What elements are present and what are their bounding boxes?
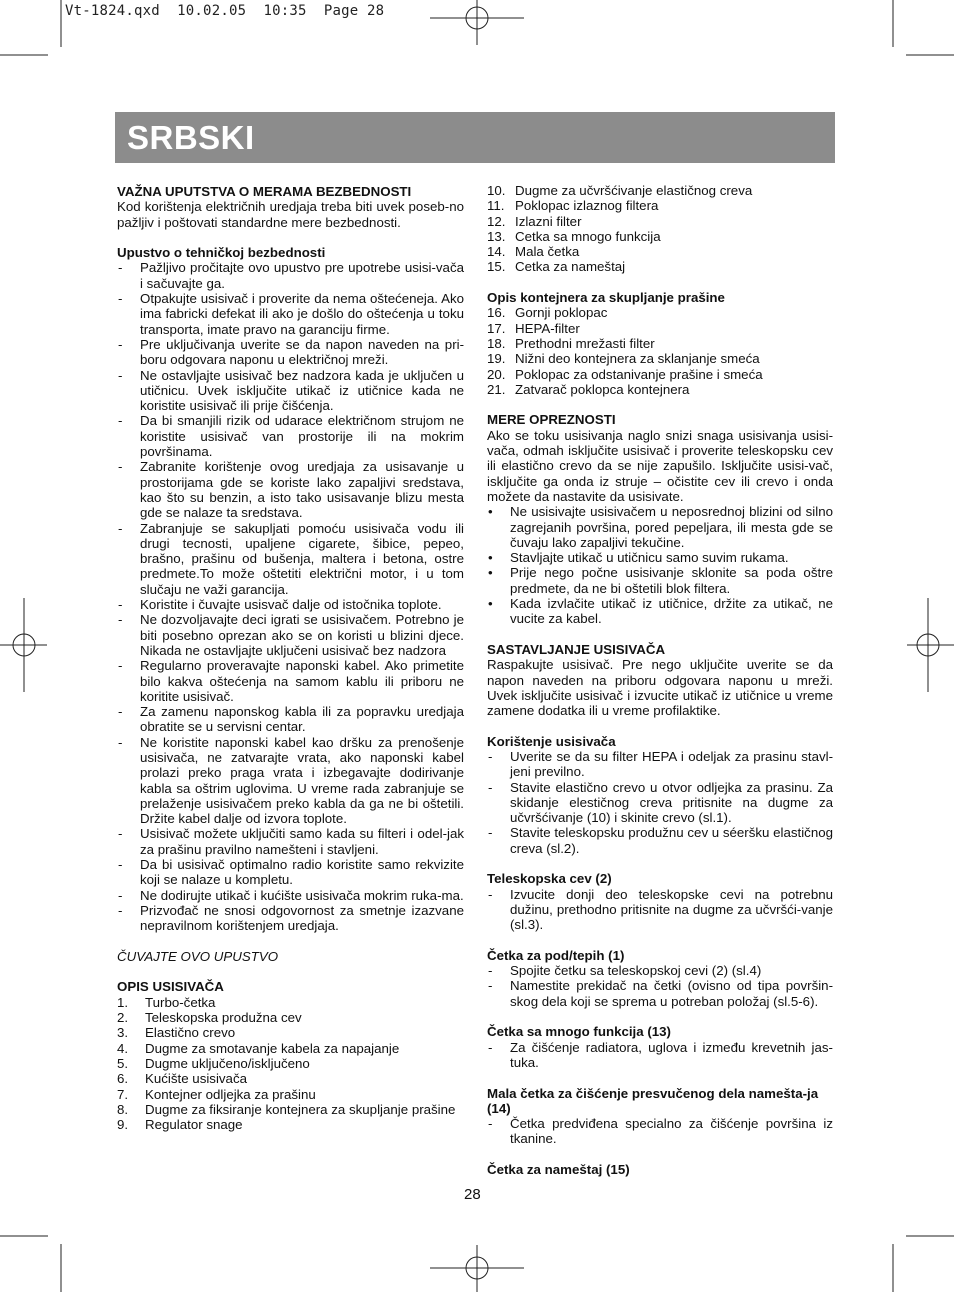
- part-item: [487, 183, 833, 198]
- telescopic-item-text: Izvucite donji deo teleskopske cevi na potrebnu dužinu, prethodno pritisnite na dugme za učvršći-vanje (sl.3).: [510, 886, 833, 933]
- tech-safety-item-text: Zabranjuje se sakupljati pomoću usisivača vodu ili drugi tecnosti, upaljene cigarete, šibice, pepeo, brašno, prašinu od bušenja, maltera i betona, ostre predmete.To može oštetiti električni motor, i u tom slučaju ne važi garancija.: [140, 520, 464, 597]
- part-item-number: 2.: [117, 1010, 129, 1026]
- description-list: [117, 995, 464, 1133]
- part-item-text: Poklopac izlaznog filtera: [515, 198, 659, 214]
- dash-marker: -: [118, 367, 123, 383]
- part-item: [117, 1071, 464, 1086]
- caution-item: [487, 596, 833, 627]
- dash-marker: -: [488, 886, 493, 902]
- tech-safety-item: [117, 413, 464, 459]
- dash-marker: -: [488, 1116, 493, 1132]
- tech-safety-item-text: Ne koristite naponski kabel kao dršku za prenošenje usisivača, ne zatvarajte vrata, ako naponski kabel prolazi preko praga vrata i izbegavajte dodirivanje kabla sa oštrim uglovima. U vreme rada zabranjuje se prelaženje usisivačem preko kabla da ga ne bi oštetili. Držite kabel dalje od izvora toplote.: [140, 734, 464, 827]
- left-column: [117, 184, 464, 1132]
- part-item: [117, 995, 464, 1010]
- tech-safety-item-text: Ne dozvoljavajte deci igrati se usisivačem. Potrebno je biti posebno oprezan ako se on koristi u blizini djece. Nikada ne ostavljajte uključeni usisivač bez nadzora: [140, 612, 464, 658]
- assembly-heading: SASTAVLJANJE USISIVAČA: [487, 641, 666, 657]
- container-parts-list: [487, 305, 833, 397]
- language-banner: [115, 112, 835, 163]
- part-item-number: 6.: [117, 1071, 129, 1087]
- caution-item-text: Ne usisivajte usisivačem u neposrednoj blizini od silno zagrejanih površina, pored pepeljara, ili mesta gde se čuvaju lako zapaljivi tekučine.: [510, 504, 833, 550]
- tech-safety-item: [117, 368, 464, 414]
- dash-marker: -: [118, 902, 123, 918]
- bullet-icon: •: [488, 596, 493, 612]
- tech-safety-item-text: Koristite i čuvajte usisvač dalje od istočnika toplote.: [140, 597, 442, 613]
- dash-marker: -: [488, 1039, 493, 1055]
- banner-title: SRBSKI: [127, 119, 255, 156]
- tech-safety-item: [117, 597, 464, 612]
- dash-marker: -: [118, 612, 123, 628]
- usage-heading: Korištenje usisivača: [487, 733, 616, 749]
- container-part-item: [487, 321, 833, 336]
- container-part-item-text: Prethodni mrežasti filter: [515, 335, 655, 351]
- container-part-item-text: Zatvarač poklopca kontejnera: [515, 381, 690, 397]
- tech-safety-item: [117, 826, 464, 857]
- print-slug: Vt-1824.qxd 10.02.05 10:35 Page 28: [65, 3, 385, 19]
- caution-item: [487, 550, 833, 565]
- usage-item: [487, 780, 833, 826]
- container-part-item-number: 19.: [487, 351, 506, 367]
- part-item-text: Teleskopska produžna cev: [145, 1010, 302, 1026]
- part-item-text: Kontejner odljejka za prašinu: [145, 1086, 316, 1102]
- container-part-item: [487, 336, 833, 351]
- tech-safety-item: [117, 857, 464, 888]
- tech-safety-item-text: Za zamenu naponskog kabla ili za popravku uredjaja obratite se u servisni centar.: [140, 704, 464, 735]
- tech-safety-item-text: Zabranite korištenje ovog uredjaja za usisavanje u prostorijama gde se koriste lako zapaljivi sredstava, kao što su benzin, a isto tako usisavanje blizu mesta gde se nalaze ta sredstava.: [140, 459, 464, 521]
- small-brush-item: [487, 1116, 833, 1147]
- part-item-text: Elastično crevo: [145, 1025, 236, 1041]
- part-item-number: 5.: [117, 1055, 129, 1071]
- floor-brush-item: [487, 978, 833, 1009]
- telescopic-tube-heading: Teleskopska cev (2): [487, 871, 612, 887]
- usage-item: [487, 825, 833, 856]
- part-item: [117, 1041, 464, 1056]
- part-item-number: 12.: [487, 213, 506, 229]
- floor-brush-item: [487, 963, 833, 978]
- part-item: [117, 1010, 464, 1025]
- container-part-item-number: 16.: [487, 305, 506, 321]
- safety-intro: Kod korištenja električnih uredjaja treba biti uvek poseb-no pažljiv i poštovati standardne mere bezbednosti.: [117, 199, 464, 230]
- container-part-item-text: Gornji poklopac: [515, 305, 608, 321]
- part-item-number: 10.: [487, 183, 506, 198]
- tech-safety-item: [117, 903, 464, 934]
- right-column: [487, 183, 833, 1177]
- multi-brush-heading: Četka sa mnogo funkcija (13): [487, 1024, 671, 1040]
- container-part-item: [487, 305, 833, 320]
- caution-item-text: Prije nego počne usisivanje sklonite sa poda oštre predmete, da ne bi oštetili blok filtera.: [510, 565, 833, 596]
- tech-safety-item: [117, 888, 464, 903]
- caution-list: [487, 504, 833, 626]
- multi-brush-list: [487, 1040, 833, 1071]
- caution-intro: Ako se toku usisivanja naglo snizi snaga usisivanja usisi-vača, odmah isključite usisivač i proverite teleskopsku cev ili elastično crevo da se nije zapušilo. Isključite usisi-vač, isključite ga onda iz struje – očistite cev ili crevo i onda možete da nastavite da usisivate.: [487, 427, 833, 504]
- description-list-continued: [487, 183, 833, 275]
- usage-item-text: Uverite se da su filter HEPA i odeljak za prasinu stavl-jeni previlno.: [510, 748, 833, 780]
- part-item: [117, 1102, 464, 1117]
- dash-marker: -: [118, 520, 123, 536]
- dash-marker: -: [118, 336, 123, 352]
- part-item-number: 15.: [487, 259, 506, 275]
- floor-brush-item-text: Spojite četku sa teleskopskoj cevi (2) (sl.4): [510, 963, 762, 979]
- dash-marker: -: [118, 260, 123, 276]
- dash-marker: -: [118, 658, 123, 674]
- container-part-item: [487, 382, 833, 397]
- telescopic-tube-list: [487, 887, 833, 933]
- tech-safety-item-text: Prizvođač ne snosi odgovornost za smetnje izazvane nepravilnom korištenjem uredjaja.: [140, 902, 464, 934]
- tech-safety-item-text: Ne dodirujte utikač i kućište usisivača mokrim ruka-ma.: [140, 887, 464, 903]
- container-part-item: [487, 367, 833, 382]
- tech-safety-item: [117, 260, 464, 291]
- part-item: [117, 1056, 464, 1071]
- caution-item-text: Stavljajte utikač u utičnicu samo suvim rukama.: [510, 550, 789, 566]
- dash-marker: -: [118, 459, 123, 475]
- tech-safety-item-text: Pažljivo pročitajte ovo upustvo pre upotrebe usisi-vača i sačuvajte ga.: [140, 260, 464, 291]
- part-item: [117, 1025, 464, 1040]
- tech-safety-item: [117, 704, 464, 735]
- tech-safety-item-text: Regularno proveravajte naponski kabel. Ako primetite bilo kakva oštećenja na samom kablu ili priboru ne koritite usisivač.: [140, 658, 464, 704]
- tech-safety-item: [117, 658, 464, 704]
- container-part-item-number: 18.: [487, 335, 506, 351]
- dash-marker: -: [488, 779, 493, 795]
- part-item: [487, 214, 833, 229]
- tech-safety-item-text: Da bi smanjili rizik od udarace električnom strujom ne koristite usisivač van prostorije ili na mokrim površinama.: [140, 413, 464, 460]
- part-item-number: 11.: [487, 198, 505, 214]
- caution-item: [487, 504, 833, 550]
- container-part-item-text: Poklopac za odstanivanje prašine i smeća: [515, 366, 763, 382]
- part-item-number: 8.: [117, 1101, 129, 1117]
- part-item: [117, 1117, 464, 1132]
- tech-safety-item-text: Da bi usisivač optimalno radio koristite samo rekvizite koji se nalaze u kompletu.: [140, 857, 464, 888]
- dash-marker: -: [118, 704, 123, 720]
- bullet-icon: •: [488, 550, 493, 566]
- furniture-brush-heading: Četka za nameštaj (15): [487, 1162, 630, 1177]
- dash-marker: -: [488, 825, 493, 841]
- bullet-icon: •: [488, 504, 493, 520]
- part-item-number: 13.: [487, 228, 506, 244]
- dash-marker: -: [488, 963, 493, 979]
- caution-item: [487, 565, 833, 596]
- multi-brush-item-text: Za čišćenje radiatora, uglova i između krevetnih jas-tuka.: [510, 1039, 833, 1070]
- telescopic-item: [487, 887, 833, 933]
- part-item-text: Izlazni filter: [515, 213, 582, 229]
- multi-brush-item: [487, 1040, 833, 1071]
- part-item-number: 9.: [117, 1117, 129, 1133]
- tech-safety-list: [117, 260, 464, 933]
- part-item-text: Dugme uključeno/isključeno: [145, 1055, 310, 1071]
- keep-instructions-note: ČUVAJTE OVO UPUSTVO: [117, 948, 279, 964]
- page-number: 28: [464, 1186, 481, 1203]
- part-item: [487, 229, 833, 244]
- part-item-text: Kućište usisivača: [145, 1071, 247, 1087]
- tech-safety-item-text: Ne ostavljajte usisivač bez nadzora kada je uključen u utičnicu. Uvek isključite utikač iz utičnice kada ne koristite usisivač ili prije čišćenja.: [140, 367, 464, 414]
- small-brush-item-text: Četka predviđena specialno za čišćenje površina iz tkanine.: [510, 1116, 833, 1147]
- small-brush-list: [487, 1116, 833, 1147]
- floor-brush-heading: Četka za pod/tepih (1): [487, 947, 625, 963]
- tech-safety-heading: Upustvo o tehničkoj bezbednosti: [117, 245, 326, 261]
- part-item: [117, 1087, 464, 1102]
- tech-safety-item: [117, 291, 464, 337]
- tech-safety-item: [117, 612, 464, 658]
- container-part-item-number: 17.: [487, 320, 506, 336]
- usage-item-text: Stavite teleskopsku produžnu cev u séeršku elastičnog creva (sl.2).: [510, 825, 834, 856]
- part-item-text: Dugme za smotavanje kabela za napajanje: [145, 1040, 400, 1056]
- tech-safety-item: [117, 337, 464, 368]
- dash-marker: -: [118, 826, 123, 842]
- container-part-item-text: HEPA-filter: [515, 320, 580, 336]
- usage-list: [487, 749, 833, 856]
- dash-marker: -: [118, 291, 123, 307]
- tech-safety-item-text: Usisivač možete uključiti samo kada su filteri i odel-jak za prašinu pravilno namešteni i stavljeni.: [140, 826, 464, 857]
- part-item: [487, 259, 833, 274]
- part-item-text: Cetka sa mnogo funkcija: [515, 228, 661, 244]
- part-item-number: 4.: [117, 1040, 129, 1056]
- usage-item: [487, 749, 833, 780]
- dash-marker: -: [488, 748, 493, 764]
- container-part-item-number: 21.: [487, 381, 506, 397]
- description-heading: OPIS USISIVAČA: [117, 979, 224, 995]
- floor-brush-item-text: Namestite prekidač na četki (ovisno od tipa površin-skog dela koji se sprema u potreban položaj (sl.5-6).: [510, 978, 833, 1009]
- floor-brush-list: [487, 963, 833, 1009]
- part-item: [487, 244, 833, 259]
- tech-safety-item-text: Pre uključivanja uverite se da napon naveden na pri-boru odgovara naponu u električnoj mreži.: [140, 336, 464, 368]
- container-part-item: [487, 351, 833, 366]
- safety-heading: VAŽNA UPUTSTVA O MERAMA BEZBEDNOSTI: [117, 184, 412, 199]
- usage-item-text: Stavite elastično crevo u otvor odljejka za prasinu. Za skidanje elestičnog creva pritisnite na dugme za učvršćivanje (10) i skinite crevo (sl.1).: [510, 779, 833, 826]
- dash-marker: -: [118, 413, 123, 429]
- part-item-text: Mala četka: [515, 244, 580, 260]
- dash-marker: -: [118, 887, 123, 903]
- part-item-text: Regulator snage: [145, 1117, 243, 1133]
- tech-safety-item: [117, 459, 464, 520]
- dash-marker: -: [488, 978, 493, 994]
- dash-marker: -: [118, 597, 123, 613]
- part-item-number: 3.: [117, 1025, 129, 1041]
- small-brush-heading: Mala četka za čišćenje presvučenog dela namešta-ja (14): [487, 1085, 819, 1116]
- part-item: [487, 198, 833, 213]
- caution-heading: MERE OPREZNOSTI: [487, 412, 616, 428]
- bullet-icon: •: [488, 565, 493, 581]
- part-item-text: Dugme za fiksiranje kontejnera za skupljanje prašine: [145, 1101, 456, 1117]
- container-heading: Opis kontejnera za skupljanje prašine: [487, 290, 725, 306]
- part-item-text: Turbo-četka: [145, 994, 216, 1010]
- part-item-number: 1.: [117, 994, 129, 1010]
- part-item-text: Cetka za nameštaj: [515, 259, 626, 275]
- part-item-number: 7.: [117, 1086, 129, 1102]
- container-part-item-text: Nižni deo kontejnera za sklanjanje smeća: [515, 351, 760, 367]
- container-part-item-number: 20.: [487, 366, 506, 382]
- tech-safety-item-text: Otpakujte usisivač i proverite da nema oštećeneja. Ako ima fabricki defekat ili ako je došlo do oštećenja u toku transporta, imate pravo na garanciju firme.: [140, 291, 464, 337]
- part-item-number: 14.: [487, 244, 506, 260]
- tech-safety-item: [117, 735, 464, 827]
- dash-marker: -: [118, 734, 123, 750]
- dash-marker: -: [118, 857, 123, 873]
- assembly-text: Raspakujte usisivač. Pre nego uključite uverite se da napon naveden na priboru odgovara naponu u mreži. Uvek isključite usisivač i izvucite utikač iz utičnice u vreme zamene dodatka ili u vreme profilaktike.: [487, 657, 833, 719]
- tech-safety-item: [117, 521, 464, 597]
- caution-item-text: Kada izvlačite utikač iz utičnice, držite za utikač, ne vucite za kabel.: [510, 596, 833, 627]
- part-item-text: Dugme za učvršćivanje elastičnog creva: [515, 183, 753, 198]
